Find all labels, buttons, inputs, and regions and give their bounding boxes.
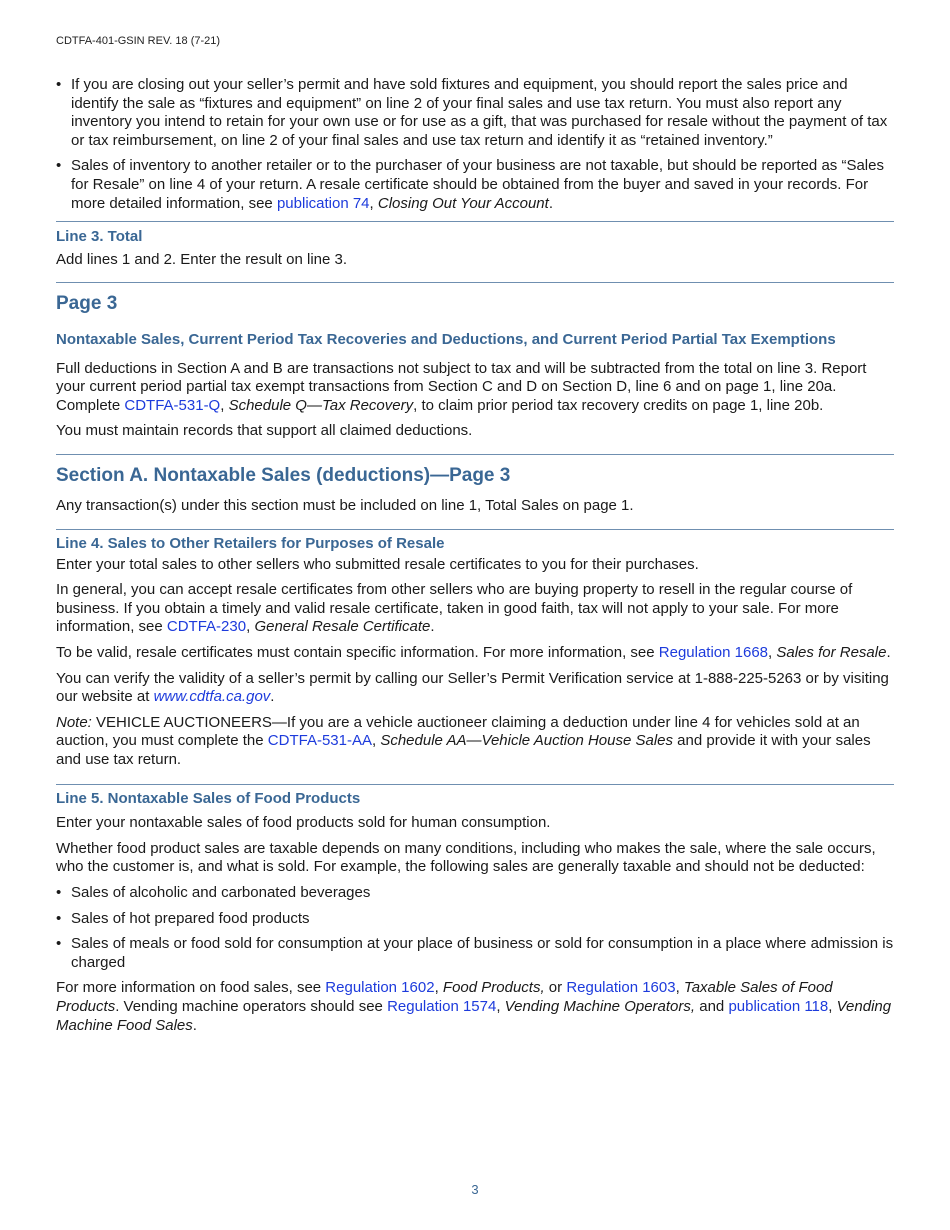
divider <box>56 282 894 283</box>
publication-74-link[interactable]: publication 74 <box>276 194 370 212</box>
intro-bullet-list <box>56 76 894 213</box>
line5-paragraph: Whether food product sales are taxable depends on many conditions, including who makes the sale, where the sale occurs, who the customer is, and what is sold. For example, the following sales are generally taxable and should not be deducted: <box>56 839 876 876</box>
line4-heading: Line 4. Sales to Other Retailers for Purposes of Resale <box>56 535 445 553</box>
page3-heading: Page 3 <box>56 293 118 315</box>
line4-paragraph: You can verify the validity of a seller’s permit by calling our Seller’s Permit Verification service at 1-888-225-5263 or by visiting our website at www.cdtfa.ca.gov. <box>56 669 889 706</box>
line4-paragraph: Enter your total sales to other sellers who submitted resale certificates to you for their purchases. <box>56 555 699 573</box>
cdtfa-230-link[interactable]: CDTFA-230 <box>166 618 247 636</box>
line3-heading: Line 3. Total <box>56 228 143 246</box>
list-item: • If you are closing out your seller’s permit and have sold fixtures and equipment, you should report the sales price and identify the sale as “fixtures and equipment” on line 2 of your final sales and use tax return. You must also report any inventory you intend to retain for your own use or for use as a gift, that was purchased for resale without the payment of tax or tax reimbursement, on line 2 of your final sales and use tax return and identify it as “retained inventory.” <box>56 76 894 150</box>
line4-paragraph: To be valid, resale certificates must contain specific information. For more information, see Regulation 1668, Sales for Resale. <box>56 644 891 662</box>
line5-heading: Line 5. Nontaxable Sales of Food Products <box>56 789 361 807</box>
divider <box>56 454 894 455</box>
line5-paragraph: Enter your nontaxable sales of food products sold for human consumption. <box>56 814 551 832</box>
divider <box>56 529 894 530</box>
list-item: • Sales of meals or food sold for consumption at your place of business or sold for consumption in a place where admission is charged <box>56 935 894 972</box>
regulation-1602-link[interactable]: Regulation 1602 <box>325 979 435 997</box>
line4-paragraph: In general, you can accept resale certificates from other sellers who are buying property to resell in the regular course of business. If you obtain a timely and valid resale certificate, taken in good faith, tax will not apply to your sale. For more information, see CDTFA-230, General Resale Certificate. <box>56 581 853 636</box>
divider <box>56 221 894 222</box>
page3-paragraph: Full deductions in Section A and B are transactions not subject to tax and will be subtracted from the total on line 3. Report your current period partial tax exempt transactions from Section C and D on Section D, line 6 and on page 1, line 20a. Complete CDTFA-531-Q, Schedule Q—Tax Recovery, to claim prior period tax recovery credits on page 1, line 20b. <box>56 359 867 414</box>
form-identifier: CDTFA-401-GSIN REV. 18 (7-21) <box>56 35 221 47</box>
publication-118-link[interactable]: publication 118 <box>728 997 829 1015</box>
line5-paragraph: For more information on food sales, see Regulation 1602, Food Products, or Regulation 1603, Taxable Sales of Food Products. Vending machine operators should see Regulation 1574, Vending Machine Operators, and publication 118, Vending Machine Food Sales. <box>56 979 892 1034</box>
line3-text: Add lines 1 and 2. Enter the result on line 3. <box>56 250 348 268</box>
regulation-1668-link[interactable]: Regulation 1668 <box>658 644 769 662</box>
list-item: • Sales of alcoholic and carbonated beverages <box>56 884 894 903</box>
regulation-1574-link[interactable]: Regulation 1574 <box>387 997 497 1015</box>
page-number: 3 <box>471 1182 479 1197</box>
cdtfa-531-q-link[interactable]: CDTFA-531-Q <box>124 396 221 414</box>
section-a-heading: Section A. Nontaxable Sales (deductions)—Page 3 <box>56 464 511 486</box>
list-item: • Sales of inventory to another retailer or to the purchaser of your business are not taxable, but should be reported as “Sales for Resale” on line 4 of your return. A resale certificate should be obtained from the buyer and saved in your records. For more detailed information, see publication 74, Closing Out Your Account. <box>56 157 894 213</box>
cdtfa-website-link[interactable]: www.cdtfa.ca.gov <box>153 688 271 706</box>
section-a-text: Any transaction(s) under this section must be included on line 1, Total Sales on page 1. <box>56 496 634 514</box>
page3-subheading: Nontaxable Sales, Current Period Tax Recoveries and Deductions, and Current Period Partial Tax Exemptions <box>56 330 836 348</box>
taxable-food-list <box>56 884 894 972</box>
document-body <box>56 76 894 1042</box>
regulation-1603-link[interactable]: Regulation 1603 <box>566 979 676 997</box>
line4-note: Note: VEHICLE AUCTIONEERS—If you are a vehicle auctioneer claiming a deduction under line 4 for vehicles sold at an auction, you must complete the CDTFA-531-AA, Schedule AA—Vehicle Auction House Sales and provide it with your sales and use tax return. <box>56 713 871 769</box>
cdtfa-531-aa-link[interactable]: CDTFA-531-AA <box>267 732 372 750</box>
list-item: • Sales of hot prepared food products <box>56 910 894 929</box>
divider <box>56 784 894 785</box>
page3-records-note: You must maintain records that support all claimed deductions. <box>56 422 473 440</box>
